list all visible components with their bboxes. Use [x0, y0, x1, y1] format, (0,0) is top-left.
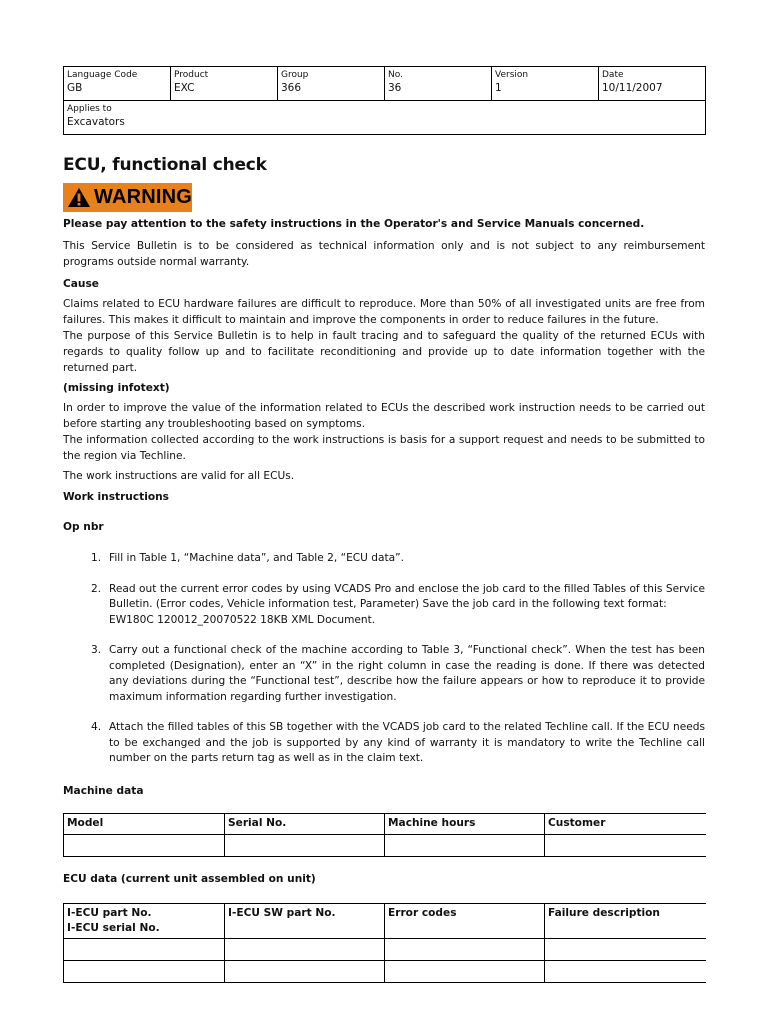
failure-description-input-cell[interactable] — [545, 938, 706, 960]
column-header-ecu-sw-part: I-ECU SW part No. — [225, 903, 385, 938]
product-value: EXC — [174, 82, 195, 94]
error-codes-input-cell[interactable] — [385, 960, 545, 982]
error-codes-input-cell[interactable] — [385, 938, 545, 960]
warning-label: WARNING — [94, 186, 193, 208]
ecu-part-input-cell[interactable] — [64, 938, 225, 960]
product-cell — [171, 67, 278, 101]
column-header-customer: Customer — [545, 813, 706, 834]
group-cell — [278, 67, 385, 101]
customer-input-cell[interactable] — [545, 834, 706, 856]
step-file-format: EW180C 120012_20070522 18KB XML Document. — [109, 613, 376, 626]
version-cell — [492, 67, 599, 101]
warning-triangle-icon — [67, 187, 91, 208]
step-text: Carry out a functional check of the machine according to Table 3, “Functional check”. When the test has been completed (Designation), enter an “X” in the right column in case the reading is done. If there was detected any deviations during the “Functional test”, describe how the failure appears or how to reproduce it to provide maximum information regarding further investigation. — [109, 644, 705, 703]
applies-to-cell — [64, 101, 706, 135]
date-label: Date — [602, 70, 624, 80]
ecu-sw-input-cell[interactable] — [225, 938, 385, 960]
intro-paragraph: This Service Bulletin is to be considered as technical information only and is not subject to any reimbursement programs outside normal warranty. — [63, 240, 705, 268]
ecu-serial-no-label: I-ECU serial No. — [67, 921, 160, 934]
step-number: 1. — [91, 552, 102, 564]
serial-no-input-cell[interactable] — [225, 834, 385, 856]
failure-description-input-cell[interactable] — [545, 960, 706, 982]
group-label: Group — [281, 70, 309, 80]
step-text: Read out the current error codes by using VCADS Pro and enclose the job card to the filled Tables of this Service Bulletin. (Error codes, Vehicle information test, Parameter) Save the job card in the following text format: — [109, 582, 705, 610]
step-text: Attach the filled tables of this SB together with the VCADS job card to the related Techline call. If the ECU needs to be exchanged and the job is supported by any kind of warranty it is mandatory to write the Techline call number on the parts return tag as well as in the claim text. — [109, 721, 705, 764]
ecu-data-table — [63, 903, 706, 983]
language-code-value: GB — [67, 82, 83, 94]
ecu-data-heading: ECU data (current unit assembled on unit) — [63, 872, 316, 885]
applies-to-label: Applies to — [67, 104, 112, 114]
work-step — [63, 582, 705, 629]
language-code-cell — [64, 67, 171, 101]
bulletin-header-table — [63, 66, 706, 135]
work-step — [63, 720, 705, 767]
column-header-model: Model — [64, 813, 225, 834]
safety-notice: Please pay attention to the safety instructions in the Operator's and Service Manuals concerned. — [63, 218, 645, 230]
step-number: 2. — [91, 582, 102, 595]
missing-paragraph-1: In order to improve the value of the information related to ECUs the described work instruction needs to be carried out before starting any troubleshooting based on symptoms. — [63, 402, 705, 430]
cause-heading: Cause — [63, 278, 99, 290]
ecu-part-no-label: I-ECU part No. — [67, 906, 152, 919]
version-value: 1 — [495, 82, 502, 94]
step-number: 4. — [91, 721, 102, 733]
column-header-failure-description: Failure description — [545, 903, 706, 938]
column-header-serial-no: Serial No. — [225, 813, 385, 834]
step-number: 3. — [91, 644, 102, 656]
cause-paragraph-2: The purpose of this Service Bulletin is to help in fault tracing and to safeguard the quality of the returned ECUs with regards to quality follow up and to facilitate reconditioning and provide up to date information together with the returned part. — [63, 330, 705, 374]
date-value: 10/11/2007 — [602, 82, 663, 94]
ecu-sw-input-cell[interactable] — [225, 960, 385, 982]
work-step — [63, 643, 705, 705]
missing-paragraph-2: The information collected according to the work instructions is basis for a support request and needs to be submitted to the region via Techline. — [63, 434, 705, 462]
table-row — [64, 938, 706, 960]
work-step — [63, 551, 705, 567]
column-header-machine-hours: Machine hours — [385, 813, 545, 834]
number-value: 36 — [388, 82, 402, 94]
machine-hours-input-cell[interactable] — [385, 834, 545, 856]
page-title: ECU, functional check — [63, 155, 267, 175]
group-value: 366 — [281, 82, 302, 94]
column-header-ecu-part-serial — [64, 903, 225, 938]
warning-banner — [63, 183, 192, 212]
work-instructions-heading: Work instructions — [63, 491, 169, 503]
applies-to-value: Excavators — [67, 116, 125, 128]
service-bulletin-page — [63, 66, 705, 983]
missing-infotext-heading: (missing infotext) — [63, 382, 170, 394]
work-steps-list — [63, 551, 705, 767]
date-cell — [599, 67, 706, 101]
cause-paragraph-1: Claims related to ECU hardware failures are difficult to reproduce. More than 50% of all investigated units are free from failures. This makes it difficult to maintain and improve the components in order to reduce failures in the future. — [63, 298, 705, 326]
table-row — [64, 834, 706, 856]
missing-paragraph-3: The work instructions are valid for all ECUs. — [63, 470, 295, 482]
version-label: Version — [495, 70, 529, 80]
column-header-error-codes: Error codes — [385, 903, 545, 938]
number-cell — [385, 67, 492, 101]
table-row — [64, 960, 706, 982]
machine-data-table — [63, 813, 706, 857]
number-label: No. — [388, 70, 403, 80]
model-input-cell[interactable] — [64, 834, 225, 856]
step-text: Fill in Table 1, “Machine data”, and Table 2, “ECU data”. — [109, 552, 405, 564]
language-code-label: Language Code — [67, 70, 138, 80]
op-nbr-heading: Op nbr — [63, 521, 104, 533]
ecu-part-input-cell[interactable] — [64, 960, 225, 982]
product-label: Product — [174, 70, 209, 80]
machine-data-heading: Machine data — [63, 784, 144, 797]
